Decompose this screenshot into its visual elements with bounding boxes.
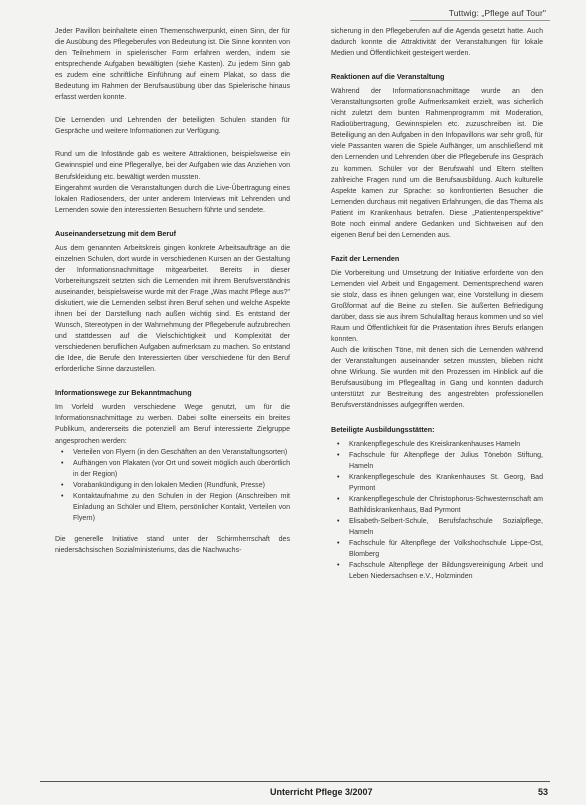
list-item: • Fachschule Altenpflege der Bildungsvereinigung Arbeit und Leben Niedersachsen e.V., Holzminden <box>331 560 543 582</box>
paragraph: Rund um die Infostände gab es weitere Attraktionen, beispielsweise ein Gewinnspiel und eine Pflegerallye, bei der Aufgaben wie das Anziehen von Berufskleidung etc. bewältigt werden mussten. <box>55 151 290 181</box>
paragraph: Eingerahmt wurden die Veranstaltungen durch die Live-Übertragung eines lokalen Radiosenders, der unter anderem Interviews mit Lehrenden und Lernenden sowie den interessierten Besuchern führte und sendete. <box>55 184 290 214</box>
list-item: • Krankenpflegeschule des Kreiskrankenhauses Hameln <box>331 439 543 450</box>
list-item: • Verteilen von Flyern (in den Geschäften an den Veranstaltungsorten) <box>55 447 290 458</box>
right-column <box>331 26 543 592</box>
paragraph: Die Lernenden und Lehrenden der beteiligten Schulen standen für Gespräche und weitere Informationen zur Verfügung. <box>55 117 290 136</box>
footer-rule <box>40 781 550 782</box>
bullet-list <box>55 447 290 524</box>
section-heading: Beteiligte Ausbildungsstätten: <box>331 424 435 434</box>
paragraph: Während der Informationsnachmittage wurde an den Veranstaltungsorten große Aufmerksamkeit erzielt, was sicherlich nicht zuletzt dem bunten Rahmenprogramm mit Moderation, Radioübertragung, Gewinnspielen etc. zuzuschreiben ist. Die Beteiligung an den Aufgaben in den Infopavillons war sehr groß, für viele Passanten waren die Spiele Aufhänger, um anschließend mit den Lernenden und Lehrenden über die Pflegeberufe ins Gespräch zu kommen. Schüler vor der Berufswahl und Eltern stellten zahlreiche Fragen rund um die Berufsausbildung. Auch kulturelle Aspekte kamen zur Sprache: so konfrontierten Besucher die Lernenden durchaus mit negativen Erfahrungen, die das Thema als Patient im Krankenhaus betrafen. Diese „Patientenperspektive" Bote noch einmal andere Gedanken und Sichtweisen auf den eigenen Beruf bei den Lernenden aus. <box>331 88 543 239</box>
paragraph: Auch die kritischen Töne, mit denen sich die Lernenden während der Veranstaltungen auseinander setzen mussten, blieben nicht ohne Wirkung. Sie wurden mit den Prozessen im Hinblick auf die Berufsausübung im Pflegealltag in Gang und konnten dadurch unterstützt zur Bestreitung des angestrebten professionellen Berufsverständnisses aufgegriffen werden. <box>331 347 543 410</box>
list-item: • Elisabeth-Selbert-Schule, Berufsfachschule Sozialpflege, Hameln <box>331 516 543 538</box>
list-item: • Kontaktaufnahme zu den Schulen in der Region (Anschreiben mit Einladung an Schüler und Eltern, persönlicher Kontakt, Verteilen von Flyern) <box>55 491 290 524</box>
list-item: • Krankenpflegeschule der Christophorus-Schwesternschaft am Bathildiskrankenhaus, Bad Pyrmont <box>331 494 543 516</box>
bullet-list <box>331 439 543 583</box>
list-item: • Fachschule für Altenpflege der Julius Tönebön Stiftung, Hameln <box>331 450 543 472</box>
header-rule <box>410 20 550 21</box>
page-number: 53 <box>537 787 548 797</box>
section-heading: Auseinandersetzung mit dem Beruf <box>55 228 177 238</box>
left-column <box>55 26 290 568</box>
paragraph: Aus dem genannten Arbeitskreis gingen konkrete Arbeitsaufträge an die einzelnen Schulen, dort wurde in verschiedenen Kursen an der Gestaltung der Informationsnachmittage mitgearbeitet. Bereits in dieser Vorbereitungszeit setzten sich die Lernenden mit ihrem Berufsverständnis auseinander, beispielsweise wurde mit der Frage „Was macht Pflege aus?" diskutiert, wie die Lernenden selbst ihren Beruf sehen und welche Aspekte ihnen bei der Darstellung nach außen wichtig sind. Es entstand der Wunsch, Stereotypen in der Wahrnehmung der Pflegeberufe aufzubrechen und stattdessen auf die Vielschichtigkeit und Komplexität der verschiedenen beruflichen Aufgaben aufmerksam zu machen. So entstand die Idee, die Berufe den Interessierten über verschiedene für den Beruf erforderliche Sinne darzustellen. <box>55 244 290 374</box>
list-item: • Fachschule für Altenpflege der Volkshochschule Lippe-Ost, Blomberg <box>331 538 543 560</box>
paragraph: Die generelle Initiative stand unter der Schirmherrschaft des niedersächsischen Sozialministeriums, das die Nachwuchs- <box>55 535 290 554</box>
paragraph: sicherung in den Pflegeberufen auf die Agenda gesetzt hatte. Auch dadurch konnte die Attraktivität der Veranstaltungen für lokale Medien und Öffentlichkeit gesteigert werden. <box>331 28 543 58</box>
running-header: Tuttwig: „Pflege auf Tour" <box>448 8 546 18</box>
paragraph: Im Vorfeld wurden verschiedene Wege genutzt, um für die Informationsnachmittage zu werben. Dabei sollte einerseits ein breites Publikum, andererseits die potenziell am Beruf interessierte Zielgruppe angesprochen werden: <box>55 404 290 445</box>
list-item: • Krankenpflegeschule des Krankenhauses St. Georg, Bad Pyrmont <box>331 472 543 494</box>
footer-title: Unterricht Pflege 3/2007 <box>270 787 373 797</box>
paragraph: Die Vorbereitung und Umsetzung der Initiative erforderte von den Lernenden viel Arbeit und Engagement. Dementsprechend waren sie stolz, dass es ihnen gelungen war, eine Vorstellung in diesem Großformat auf die Beine zu stellen. Sie äußerten Befriedigung darüber, dass sie aus ihrem Schulalltag heraus kommen und so viel Raum und Öffentlichkeit für die Präsentation ihres Berufs erlangen konnten. <box>331 269 543 344</box>
list-item: • Aufhängen von Plakaten (vor Ort und soweit möglich auch überörtlich in der Region) <box>55 458 290 480</box>
list-item: • Vorabankündigung in den lokalen Medien (Rundfunk, Presse) <box>55 480 290 491</box>
section-heading: Fazit der Lernenden <box>331 253 400 263</box>
paragraph: Jeder Pavillon beinhaltete einen Themenschwerpunkt, einen Sinn, der für die Ausübung des Pflegeberufes von Bedeutung ist. Die Sinne konnten von den Teilnehmern in spielerischer Form erfahren werden, indem sie entsprechende Aufgaben bewältigten (siehe Kasten). Zu jedem Sinn gab es zudem eine schriftliche Einführung auf einem Plakat, so dass die Bedeutung im Rahmen der Berufsausübung über das Spielerische hinaus erfasst werden konnte. <box>55 28 290 102</box>
section-heading: Reaktionen auf die Veranstaltung <box>331 72 445 82</box>
section-heading: Informationswege zur Bekanntmachung <box>55 388 192 398</box>
